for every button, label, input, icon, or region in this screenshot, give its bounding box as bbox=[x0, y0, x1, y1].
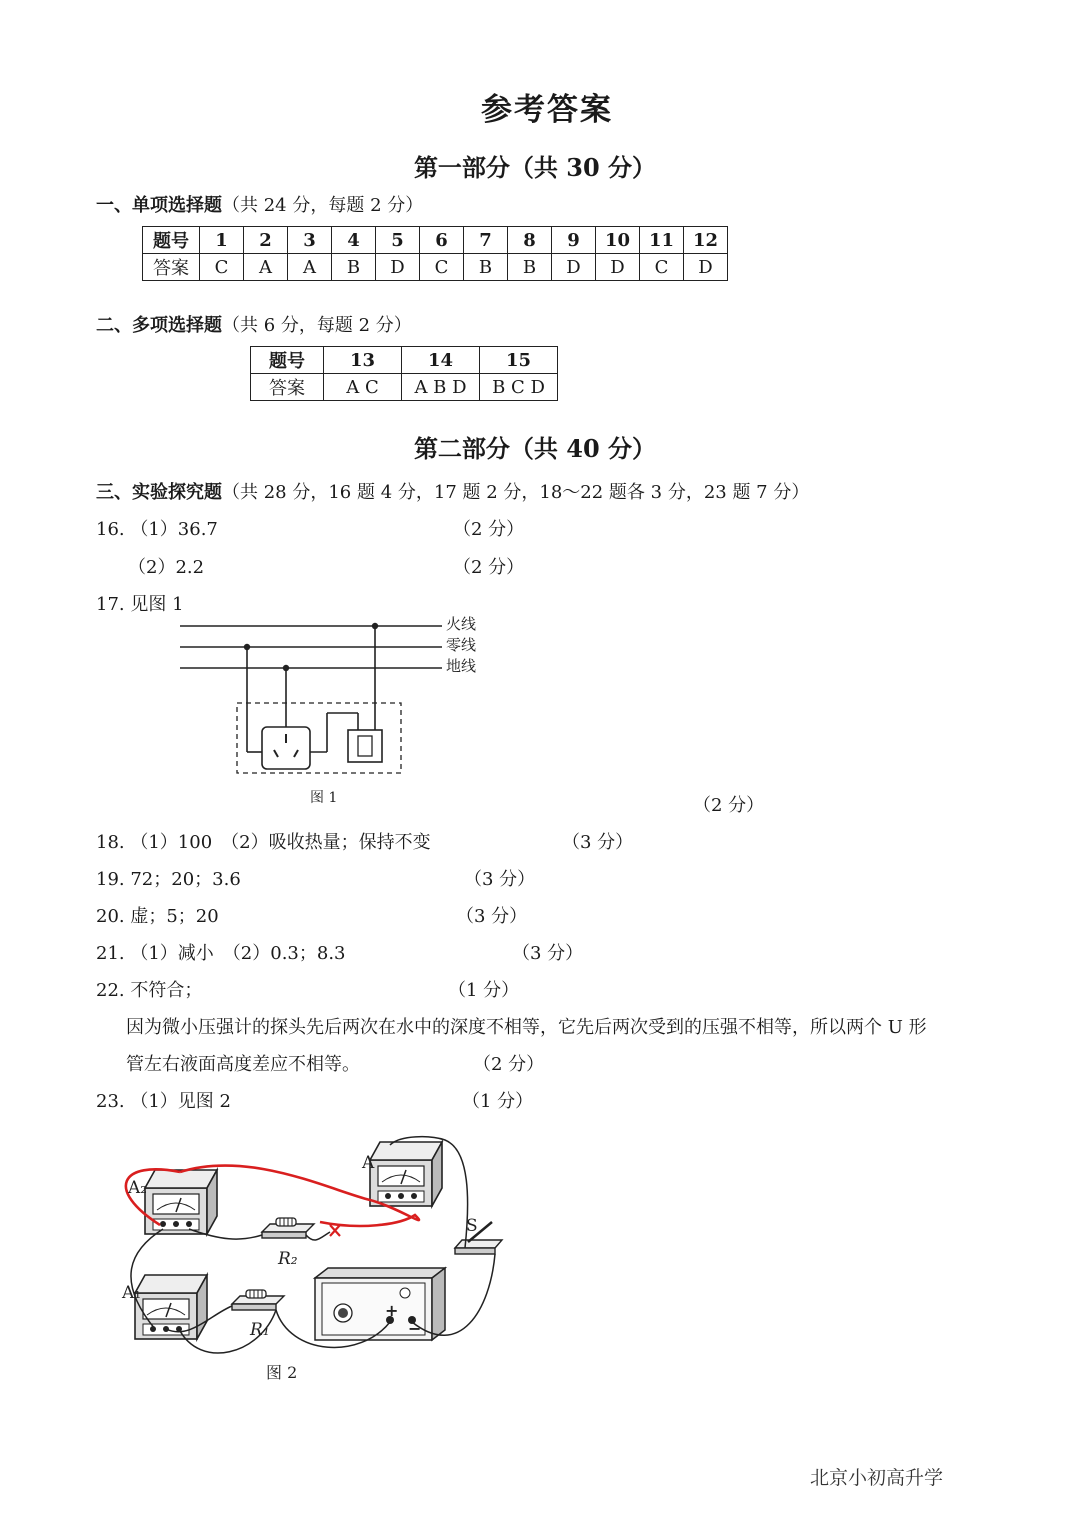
q16-part2: （2）2.2 bbox=[128, 557, 205, 578]
section1-heading bbox=[96, 191, 423, 217]
answer-cell: C bbox=[640, 254, 684, 281]
answer-cell: D bbox=[684, 254, 728, 281]
wiring-diagram bbox=[170, 610, 500, 810]
section2-prefix: 二、多项选择题 bbox=[96, 315, 222, 336]
label-neutral: 零线 bbox=[446, 636, 477, 654]
ammeter-a2 bbox=[145, 1170, 217, 1234]
answer-cell: A bbox=[288, 254, 332, 281]
power-supply bbox=[315, 1268, 445, 1340]
label-a1: A₁ bbox=[122, 1283, 142, 1303]
row-label: 题号 bbox=[251, 347, 324, 374]
section3-note: （共 28 分，16 题 4 分，17 题 2 分，18～22 题各 3 分，23 题 7 分） bbox=[222, 482, 810, 503]
resistor-r1 bbox=[232, 1290, 284, 1310]
answer-cell: D bbox=[596, 254, 640, 281]
question-number-cell: 14 bbox=[402, 347, 480, 374]
plus-terminal-label: + bbox=[385, 1301, 399, 1320]
section1-note: （共 24 分，每题 2 分） bbox=[222, 195, 424, 216]
question-number-cell: 13 bbox=[324, 347, 402, 374]
figure-2-caption: 图 2 bbox=[266, 1363, 298, 1382]
figure-1 bbox=[170, 610, 500, 810]
q22-explanation-line2: 管左右液面高度差应不相等。 bbox=[126, 1054, 360, 1075]
row-label: 答案 bbox=[251, 374, 324, 401]
question-number-cell: 9 bbox=[552, 227, 596, 254]
row-label: 题号 bbox=[143, 227, 200, 254]
question-number-cell: 12 bbox=[684, 227, 728, 254]
section1-prefix: 一、单项选择题 bbox=[96, 195, 222, 216]
q20: 20. 虚；5；20 bbox=[96, 906, 219, 927]
answer-cell: C bbox=[420, 254, 464, 281]
ammeter-a bbox=[370, 1142, 442, 1206]
question-number-cell: 4 bbox=[332, 227, 376, 254]
cross-mark bbox=[330, 1225, 340, 1236]
question-number-cell: 15 bbox=[480, 347, 558, 374]
question-number-cell: 1 bbox=[200, 227, 244, 254]
section2-heading bbox=[96, 311, 412, 337]
q18: 18. （1）100 （2）吸收热量；保持不变 bbox=[96, 832, 431, 853]
section2-note: （共 6 分，每题 2 分） bbox=[222, 315, 412, 336]
q23: 23. （1）见图 2 bbox=[96, 1091, 231, 1112]
part1-heading: 第一部分（共 30 分） bbox=[413, 153, 657, 182]
q21: 21. （1）减小 （2）0.3；8.3 bbox=[96, 943, 346, 964]
answer-cell: D bbox=[552, 254, 596, 281]
answer-cell: D bbox=[376, 254, 420, 281]
answer-cell: B C D bbox=[480, 374, 558, 401]
q21-score: （3 分） bbox=[512, 943, 584, 964]
label-s: S bbox=[466, 1216, 478, 1236]
q19: 19. 72；20；3.6 bbox=[96, 869, 241, 890]
answer-cell: A B D bbox=[402, 374, 480, 401]
section1-answer-table bbox=[142, 226, 728, 281]
q17: 17. 见图 1 bbox=[96, 594, 184, 615]
label-live: 火线 bbox=[446, 615, 477, 633]
question-number-cell: 11 bbox=[640, 227, 684, 254]
section3-heading bbox=[96, 478, 809, 504]
table-row bbox=[251, 374, 558, 401]
q16-part2-score: （2 分） bbox=[453, 557, 525, 578]
question-number-cell: 8 bbox=[508, 227, 552, 254]
table-row bbox=[143, 254, 728, 281]
question-number-cell: 6 bbox=[420, 227, 464, 254]
question-number-cell: 7 bbox=[464, 227, 508, 254]
q23-score: （1 分） bbox=[462, 1091, 534, 1112]
label-a2: A₂ bbox=[128, 1178, 148, 1198]
q22-score2: （2 分） bbox=[473, 1054, 545, 1075]
row-label: 答案 bbox=[143, 254, 200, 281]
q22: 22. 不符合； bbox=[96, 980, 203, 1001]
watermark: 北京小初高升学 bbox=[810, 1467, 944, 1489]
q16-part1: 16. （1）36.7 bbox=[96, 519, 218, 540]
table-row bbox=[143, 227, 728, 254]
answer-cell: C bbox=[200, 254, 244, 281]
page-title: 参考答案 bbox=[481, 92, 613, 128]
question-number-cell: 5 bbox=[376, 227, 420, 254]
q16-part1-score: （2 分） bbox=[453, 519, 525, 540]
section3-prefix: 三、实验探究题 bbox=[96, 482, 222, 503]
answer-cell: B bbox=[332, 254, 376, 281]
figure-2 bbox=[100, 1130, 520, 1390]
q18-score: （3 分） bbox=[562, 832, 634, 853]
switch-s bbox=[455, 1222, 502, 1254]
label-a: A bbox=[362, 1153, 375, 1173]
label-r1: R₁ bbox=[250, 1320, 270, 1340]
q19-score: （3 分） bbox=[464, 869, 536, 890]
part2-heading: 第二部分（共 40 分） bbox=[413, 434, 657, 463]
switch-icon bbox=[348, 730, 382, 762]
minus-terminal-label: − bbox=[408, 1319, 422, 1338]
socket-icon bbox=[262, 727, 310, 769]
ammeter-a1 bbox=[135, 1275, 207, 1339]
q22-score: （1 分） bbox=[448, 980, 520, 1001]
q22-explanation-line1: 因为微小压强计的探头先后两次在水中的深度不相等，它先后两次受到的压强不相等，所以两个 U 形 bbox=[126, 1017, 927, 1038]
figure-1-caption: 图 1 bbox=[310, 790, 338, 806]
q20-score: （3 分） bbox=[456, 906, 528, 927]
label-ground: 地线 bbox=[446, 657, 477, 675]
answer-cell: B bbox=[508, 254, 552, 281]
q17-score: （2 分） bbox=[693, 795, 765, 816]
table-row bbox=[251, 347, 558, 374]
question-number-cell: 2 bbox=[244, 227, 288, 254]
circuit-diagram bbox=[100, 1130, 520, 1390]
question-number-cell: 3 bbox=[288, 227, 332, 254]
answer-cell: B bbox=[464, 254, 508, 281]
section2-answer-table bbox=[250, 346, 558, 401]
question-number-cell: 10 bbox=[596, 227, 640, 254]
answer-cell: A C bbox=[324, 374, 402, 401]
label-r2: R₂ bbox=[278, 1249, 298, 1269]
answer-cell: A bbox=[244, 254, 288, 281]
